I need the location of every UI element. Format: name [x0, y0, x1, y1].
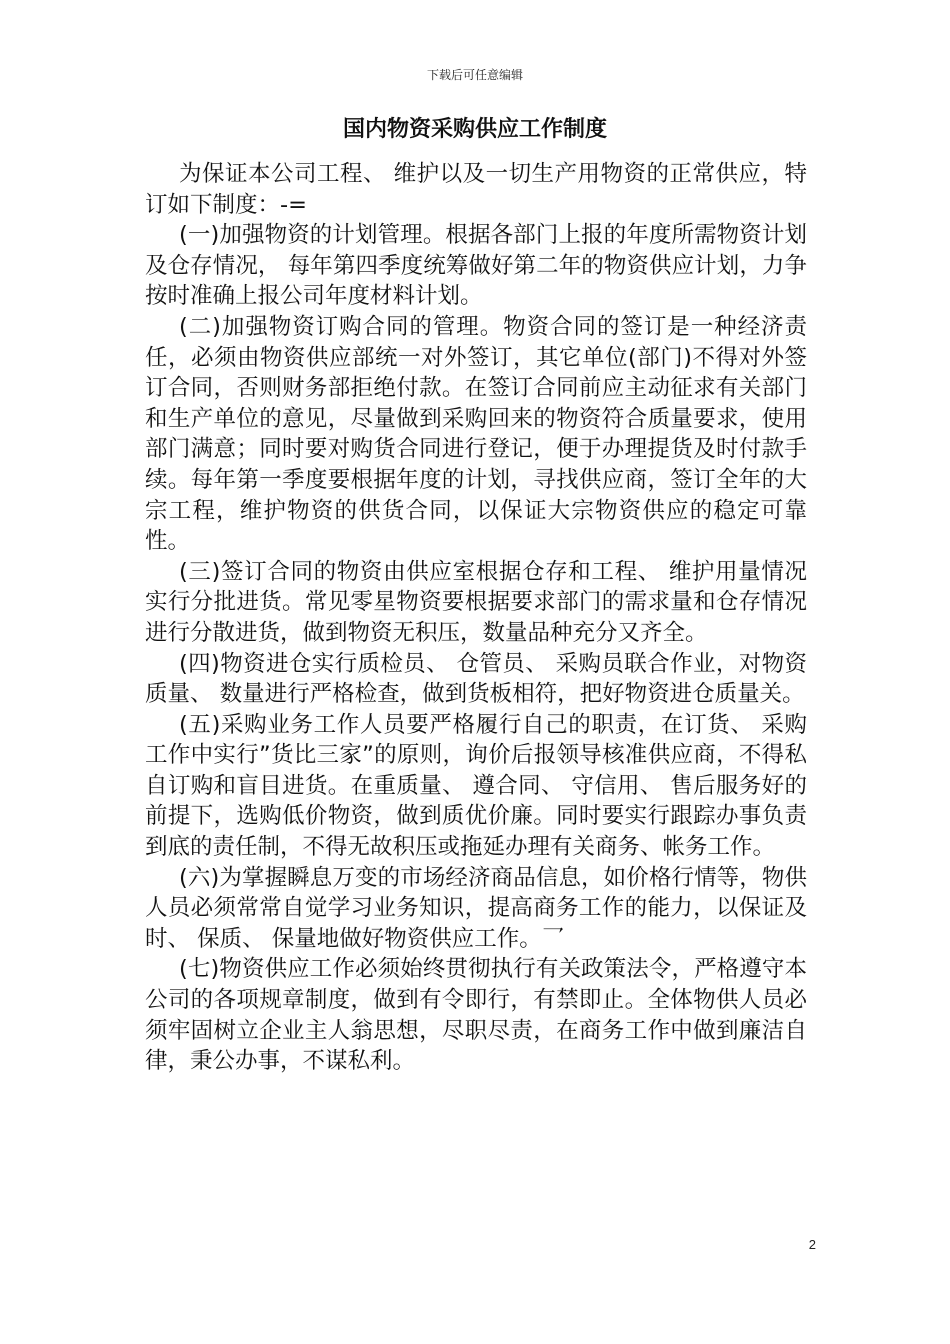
paragraph-1: (一)加强物资的计划管理。根据各部门上报的年度所需物资计划及仓存情况， 每年第四季度统筹做好第二年的物资供应计划，力争按时准确上报公司年度材料计划。 — [145, 222, 807, 310]
paragraph-5: (五)采购业务工作人员要严格履行自己的职责，在订货、 采购工作中实行”货比三家”的原则，询价后报领导核准供应商，不得私自订购和盲目进货。在重质量、 遵合同、 守信用、 售后服务好的前提下，选购低价物资，做到质优价廉。同时要实行跟踪办事负责到底的责任制，不得无故积压或拖延办理有关商务、帐务工作。 — [145, 711, 807, 861]
paragraph-6: (六)为掌握瞬息万变的市场经济商品信息，如价格行情等，物供人员必须常常自觉学习业务知识，提高商务工作的能力，以保证及时、 保质、 保量地做好物资供应工作。乛 — [145, 864, 807, 952]
document-body — [145, 159, 807, 1077]
page-number: 2 — [808, 1237, 816, 1252]
paragraph-4: (四)物资进仓实行质检员、 仓管员、 采购员联合作业，对物资质量、 数量进行严格检查，做到货板相符，把好物资进仓质量关。 — [145, 650, 807, 708]
download-note: 下载后可任意编辑 — [426, 68, 523, 82]
paragraph-7: (七)物资供应工作必须始终贯彻执行有关政策法令，严格遵守本公司的各项规章制度，做到有令即行，有禁即止。全体物供人员必须牢固树立企业主人翁思想，尽职尽责，在商务工作中做到廉洁自律，秉公办事，不谋私利。 — [145, 956, 807, 1075]
paragraph-intro: 为保证本公司工程、 维护以及一切生产用物资的正常供应，特订如下制度：-= — [145, 161, 807, 218]
paragraph-3: (三)签订合同的物资由供应室根据仓存和工程、 维护用量情况实行分批进货。常见零星物资要根据要求部门的需求量和仓存情况进行分散进货，做到物资无积压，数量品种充分又齐全。 — [145, 558, 807, 646]
paragraph-2: (二)加强物资订购合同的管理。物资合同的签订是一种经济责任，必须由物资供应部统一对外签订，其它单位(部门)不得对外签订合同，否则财务部拒绝付款。在签订合同前应主动征求有关部门和生产单位的意见，尽量做到采购回来的物资符合质量要求，使用部门满意；同时要对购货合同进行登记，便于办理提货及时付款手续。每年第一季度要根据年度的计划，寻找供应商，签订全年的大宗工程，维护物资的供货合同，以保证大宗物资供应的稳定可靠性。 — [145, 313, 807, 555]
document-title: 国内物资采购供应工作制度 — [342, 117, 607, 142]
